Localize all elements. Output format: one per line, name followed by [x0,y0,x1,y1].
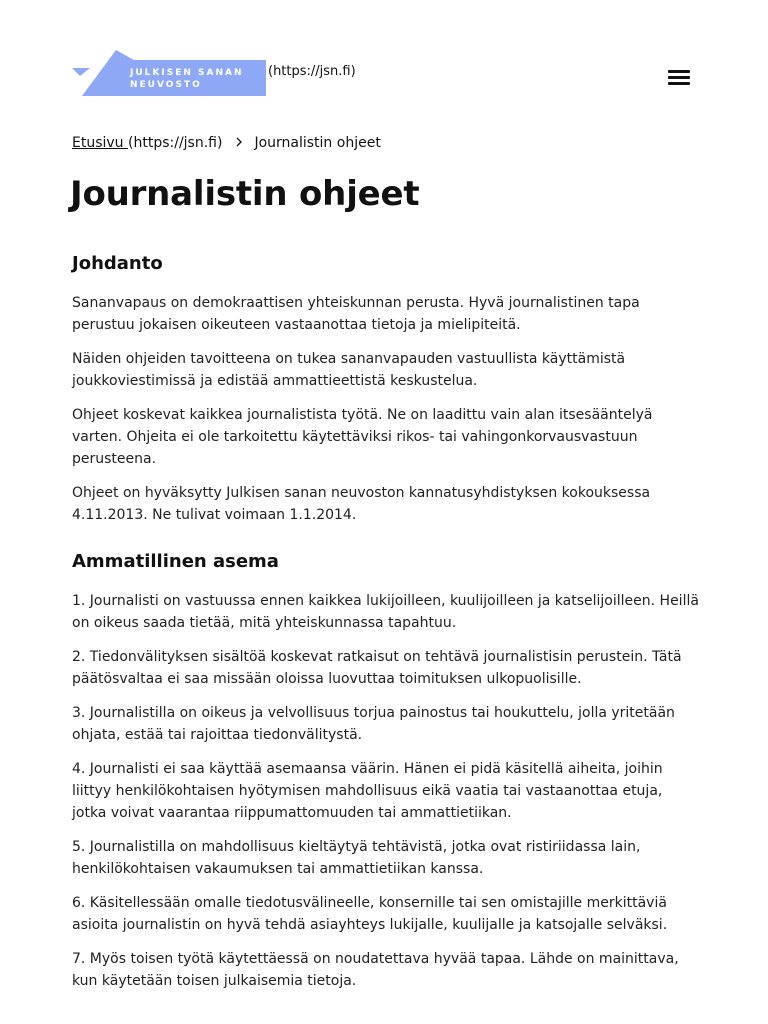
breadcrumb [72,135,381,151]
logo-small-triangle [72,68,90,76]
chevron-right-icon [234,136,244,148]
article-content [72,250,700,1004]
logo-url: (https://jsn.fi) [268,64,356,79]
section-paragraph: 1. Journalisti on vastuussa ennen kaikkea lukijoilleen, kuulijoilleen ja katselijoilleen. Heillä on oikeus saada tietää, mitä yhteiskunnassa tapahtuu. [72,593,699,631]
intro-paragraph: Ohjeet koskevat kaikkea journalistista työtä. Ne on laadittu vain alan itsesääntelyä varten. Ohjeita ei ole tarkoitettu käytettäviksi rikos- tai vahingonkorvausvastuun perusteena. [72,407,653,467]
intro-paragraph: Näiden ohjeiden tavoitteena on tukea sananvapauden vastuullista käyttämistä joukkoviestimissä ja edistää ammattieettistä keskustelua. [72,351,626,389]
section-paragraph: 7. Myös toisen työtä käytettäessä on noudatettava hyvää tapaa. Lähde on mainittava, kun käytetään toisen julkaisemia tietoja. [72,951,679,989]
breadcrumb-current: Journalistin ohjeet [254,135,381,151]
section-paragraph: 6. Käsitellessään omalle tiedotusvälineelle, konsernille tai sen omistajille merkittäviä asioita journalistin on hyvä tehdä asiayhteys lukijalle, kuulijalle ja katsojalle selväksi. [72,895,668,933]
section-paragraph: 5. Journalistilla on mahdollisuus kieltäytyä tehtävistä, jotka ovat ristiriidassa lain, henkilökohtaisen vakaumuksen tai ammattietiikan kanssa. [72,839,641,877]
jsn-logo[interactable] [72,48,268,98]
breadcrumb-home-label: Etusivu [72,135,124,151]
section-paragraph: 2. Tiedonvälityksen sisältöä koskevat ratkaisut on tehtävä journalistisin perustein. Tätä päätösvaltaa ei saa missään oloissa luovuttaa toimituksen ulkopuolisille. [72,649,682,687]
logo-text-line2: NEUVOSTO [130,80,202,90]
logo-text-line1: JULKISEN SANAN [130,68,244,78]
page-title: Journalistin ohjeet [70,174,420,214]
breadcrumb-home-url: (https://jsn.fi) [128,135,223,151]
intro-paragraph: Ohjeet on hyväksytty Julkisen sanan neuvoston kannatusyhdistyksen kokouksessa 4.11.2013. Ne tulivat voimaan 1.1.2014. [72,485,651,523]
intro-heading: Johdanto [72,253,163,274]
section-paragraph: 3. Journalistilla on oikeus ja velvollisuus torjua painostus tai houkuttelu, jolla yritetään ohjata, estää tai rajoittaa tiedonvälitystä. [72,705,675,743]
section-heading: Ammatillinen asema [72,551,279,572]
site-header [0,0,768,110]
hamburger-menu-icon[interactable] [666,70,692,90]
section-paragraph: 4. Journalisti ei saa käyttää asemaansa väärin. Hänen ei pidä käsitellä aiheita, joihin liittyy henkilökohtaisen hyötymisen mahdollisuus eikä vaatia tai vastaanottaa etuja, jotka voivat vaarantaa riippumattomuuden tai ammattietiikan. [72,761,663,821]
breadcrumb-home-link[interactable] [72,135,128,151]
intro-paragraph: Sananvapaus on demokraattisen yhteiskunnan perusta. Hyvä journalistinen tapa perustuu jokaisen oikeuteen vastaanottaa tietoja ja mielipiteitä. [72,295,640,333]
